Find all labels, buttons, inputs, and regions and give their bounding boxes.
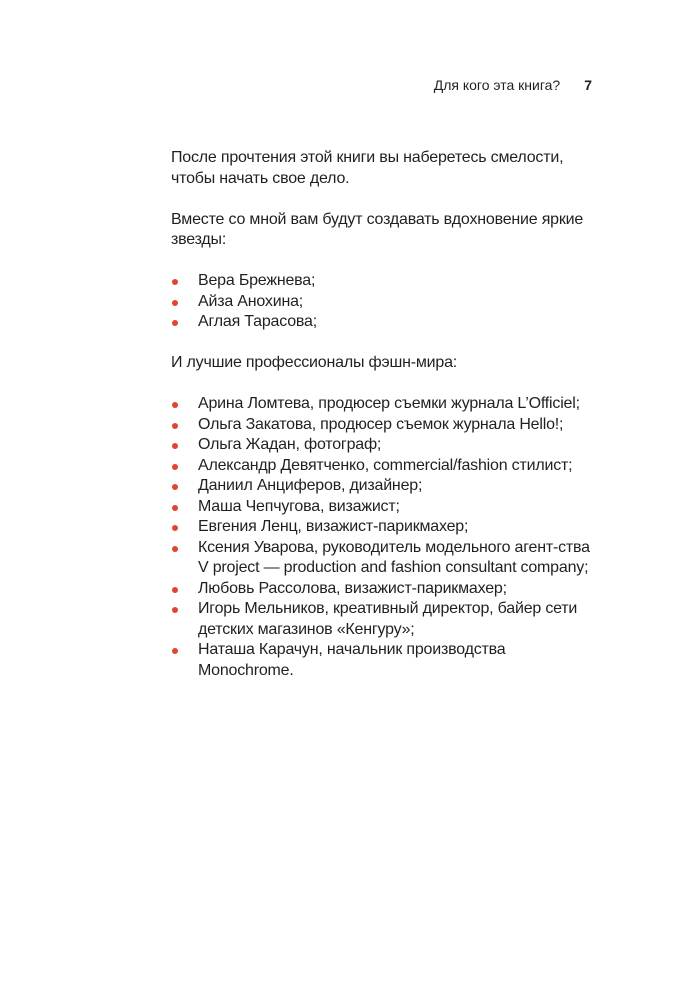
list-item: Александр Девятченко, commercial/fashion стилист; bbox=[171, 456, 601, 477]
list-item: Даниил Анциферов, дизайнер; bbox=[171, 476, 601, 497]
pros-intro-paragraph: И лучшие профессионалы фэшн-мира: bbox=[171, 354, 458, 371]
bullet-icon bbox=[172, 320, 178, 326]
bullet-icon bbox=[172, 279, 178, 285]
bullet-icon bbox=[172, 648, 178, 654]
list-item: Ольга Закатова, продюсер съемок журнала Hello!; bbox=[171, 415, 601, 436]
list-item: Ольга Жадан, фотограф; bbox=[171, 435, 601, 456]
list-item: Любовь Рассолова, визажист-парикмахер; bbox=[171, 579, 601, 600]
running-head bbox=[0, 76, 592, 94]
list-item: Игорь Мельников, креативный директор, байер сети детских магазинов «Кенгуру»; bbox=[171, 599, 601, 640]
bullet-icon bbox=[172, 300, 178, 306]
bullet-icon bbox=[172, 546, 178, 552]
bullet-icon bbox=[172, 402, 178, 408]
bullet-icon bbox=[172, 443, 178, 449]
list-item: Айза Анохина; bbox=[171, 292, 601, 313]
bullet-icon bbox=[172, 464, 178, 470]
bullet-icon bbox=[172, 525, 178, 531]
list-item: Аглая Тарасова; bbox=[171, 312, 601, 333]
page-number: 7 bbox=[584, 77, 592, 93]
bullet-icon bbox=[172, 484, 178, 490]
list-item: Арина Ломтева, продюсер съемки журнала L’Officiel; bbox=[171, 394, 601, 415]
stars-list bbox=[171, 271, 601, 333]
bullet-icon bbox=[172, 505, 178, 511]
bullet-icon bbox=[172, 587, 178, 593]
intro-paragraph: После прочтения этой книги вы наберетесь смелости, чтобы начать свое дело. bbox=[171, 149, 564, 187]
list-item: Евгения Ленц, визажист-парикмахер; bbox=[171, 517, 601, 538]
bullet-icon bbox=[172, 423, 178, 429]
list-item: Наташа Карачун, начальник производства Monochrome. bbox=[171, 640, 601, 681]
bullet-icon bbox=[172, 607, 178, 613]
list-item: Маша Чепчугова, визажист; bbox=[171, 497, 601, 518]
list-item: Вера Брежнева; bbox=[171, 271, 601, 292]
pros-list bbox=[171, 394, 601, 681]
list-item: Ксения Уварова, руководитель модельного агент-ства V project — production and fashion consultant company; bbox=[171, 538, 601, 579]
page-body bbox=[171, 148, 601, 702]
stars-intro-paragraph: Вместе со мной вам будут создавать вдохновение яркие звезды: bbox=[171, 210, 584, 248]
chapter-title: Для кого эта книга? bbox=[433, 77, 561, 93]
